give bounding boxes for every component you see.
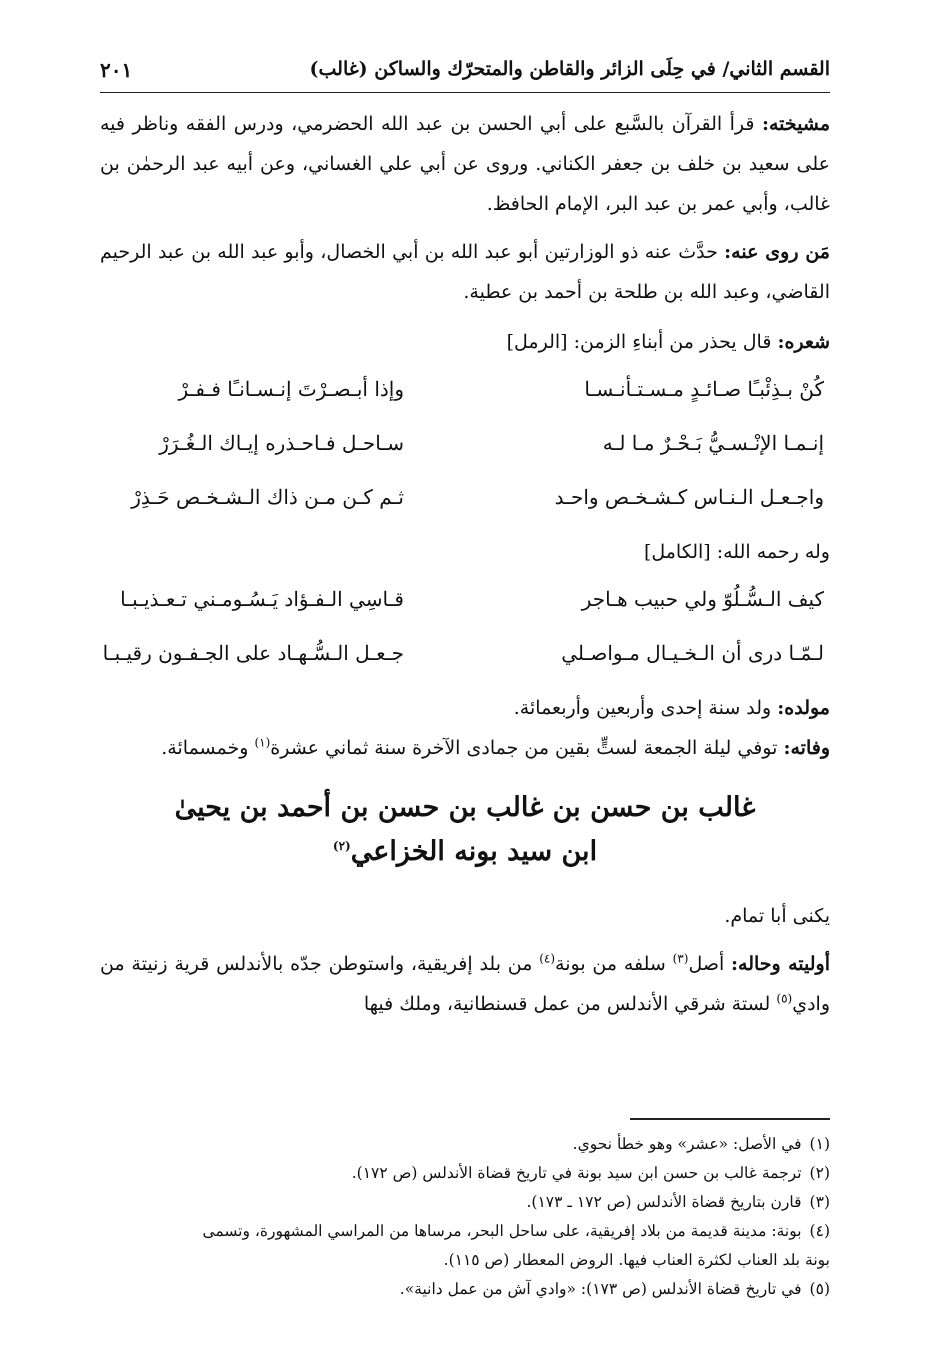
page-number: ٢٠١	[100, 58, 133, 82]
poem-2-intro: وله رحمه الله: [الكامل]	[643, 541, 830, 563]
footnote	[100, 1159, 830, 1188]
hemistich-second: قـاسِي الـفـؤاد يَـسُـومـني تـعـذيـبـا	[120, 587, 404, 611]
footnote-text: ترجمة غالب بن حسن ابن سيد بونة في تاريخ قضاة الأندلس (ص ١٧٢).	[351, 1163, 802, 1182]
hemistich-second: ثـم كـن مـن ذاك الـشـخـص حَـذِرْ	[131, 485, 404, 509]
text-mawlid: ولد سنة إحدى وأربعين وأربعمائة.	[513, 697, 778, 719]
entry-title-line-1: غالب بن حسن بن غالب بن حسن بن أحمد بن يحيىٰ	[174, 792, 756, 823]
verse	[100, 572, 830, 626]
text-rawa: حدَّث عنه ذو الوزارتين أبو عبد الله بن أبي الخصال، وأبو عبد الله بن عبد الرحيم القاضي، وعبد الله بن طلحة بن أحمد بن عطية.	[100, 241, 830, 303]
footnote-ref-2[interactable]: (٢)	[332, 839, 351, 853]
paragraph-shiruhu	[100, 322, 830, 362]
footnote	[100, 1275, 830, 1304]
text-awwaliyya-d: لستة شرقي الأندلس من عمل قسنطانية، وملك فيها	[363, 993, 777, 1015]
footnote-number: (٢)	[809, 1163, 830, 1182]
footnote	[100, 1217, 830, 1246]
term-wafat: وفاته:	[783, 737, 830, 759]
hemistich-first: إنـمـا الإنْـسـيُّ بَـحْـرٌ مـا لـه	[602, 431, 824, 455]
text-mashyakha: قرأ القرآن بالسَّبع على أبي الحسن بن عبد الله الحضرمي، ودرس الفقه وناظر فيه على سعيد بن خلف بن جعفر الكناني. وروى عن أبي علي الغساني، وعن أبيه عبد الرحمٰن بن غالب، وأبي عمر بن عبد البر، الإمام الحافظ.	[100, 113, 830, 215]
text-shiruhu: قال يحذر من أبناءِ الزمن: [الرمل]	[506, 331, 778, 353]
verse	[100, 362, 830, 416]
verse	[100, 626, 830, 680]
term-awwaliyya: أوليته وحاله:	[731, 953, 830, 975]
footnote	[100, 1130, 830, 1159]
footnote-text: بونة: مدينة قديمة من بلاد إفريقية، على ساحل البحر، مرساها من المراسي المشهورة، وتسمى	[202, 1221, 802, 1240]
hemistich-second: سـاحـل فـاحـذره إيـاك الـغُـرَرْ	[159, 431, 404, 455]
paragraph-wafat	[100, 728, 830, 768]
entry-title-line-2: ابن سيد بونه الخزاعي	[350, 836, 598, 867]
poem-2	[100, 572, 830, 680]
paragraph-mawlid	[100, 688, 830, 728]
paragraph-rawa	[100, 232, 830, 312]
paragraph-mashyakha	[100, 104, 830, 224]
footnote-number: (١)	[809, 1134, 830, 1153]
footnote-ref-3[interactable]: (٣)	[672, 951, 689, 966]
hemistich-first: واجـعـل الـنـاس كـشـخـص واحـد	[554, 485, 824, 509]
running-title: القسم الثاني/ في حِلَى الزائر والقاطن والمتحرّك والساكن (غالب)	[309, 58, 830, 80]
term-mawlid: مولده:	[777, 697, 830, 719]
footnote-number: (٣)	[809, 1192, 830, 1211]
text-wafat: توفي ليلة الجمعة لستٍّ بقين من جمادى الآخرة سنة ثماني عشرة	[270, 737, 784, 759]
hemistich-first: لـمّـا درى أن الـخـيـال مـواصـلي	[561, 641, 824, 665]
hemistich-first: كيف الـسُّـلُوّ ولي حبيب هـاجر	[581, 587, 824, 611]
paragraph-awwaliyya	[100, 944, 830, 1024]
entry-title-line-2-wrap	[100, 830, 830, 874]
text-awwaliyya-b: سلفه من بونة	[555, 953, 673, 975]
footnote	[100, 1188, 830, 1217]
text-awwaliyya-c: من بلد إفريقية، واستوطن جدّه بالأندلس قرية زنيتة من وادي	[100, 953, 830, 1015]
footnote-ref-1[interactable]: (١)	[254, 735, 271, 750]
verse	[100, 416, 830, 470]
footnote-text: قارن بتاريخ قضاة الأندلس (ص ١٧٢ ـ ١٧٣).	[526, 1192, 802, 1211]
footnote-divider	[630, 1118, 830, 1120]
kunya: يكنى أبا تمام.	[724, 905, 830, 927]
footnote-ref-5[interactable]: (٥)	[776, 991, 793, 1006]
poem-1	[100, 362, 830, 524]
footnote-text: في الأصل: «عشر» وهو خطأ نحوي.	[572, 1134, 802, 1153]
footnote-ref-4[interactable]: (٤)	[539, 951, 556, 966]
page-header	[100, 46, 830, 93]
entry-title	[100, 786, 830, 874]
footnote-text: في تاريخ قضاة الأندلس (ص ١٧٣): «وادي آش من عمل دانية».	[399, 1279, 802, 1298]
hemistich-second: وإذا أبـصـرْتَ إنـسـانـًا فـفـرْ	[178, 377, 404, 401]
main-text	[100, 104, 830, 1024]
footnote-number: (٤)	[809, 1221, 830, 1240]
footnotes	[100, 1118, 830, 1304]
text-awwaliyya-a: أصل	[688, 953, 732, 975]
text-wafat-after: وخمسمائة.	[161, 737, 255, 759]
footnote-number: (٥)	[809, 1279, 830, 1298]
term-shiruhu: شعره:	[777, 331, 830, 353]
hemistich-first: كُنْ بـذِئْبـًا صـائـدٍ مـسـتـأنـسـا	[584, 377, 824, 401]
verse	[100, 470, 830, 524]
footnote-continuation: بونة بلد العناب لكثرة العناب فيها. الروض المعطار (ص ١١٥).	[443, 1250, 830, 1269]
hemistich-second: جـعـل الـسُّـهـاد على الجـفـون رقيـبـا	[102, 641, 404, 665]
term-mashyakha: مشيخته:	[761, 113, 830, 135]
term-rawa: مَن روى عنه:	[724, 241, 830, 263]
